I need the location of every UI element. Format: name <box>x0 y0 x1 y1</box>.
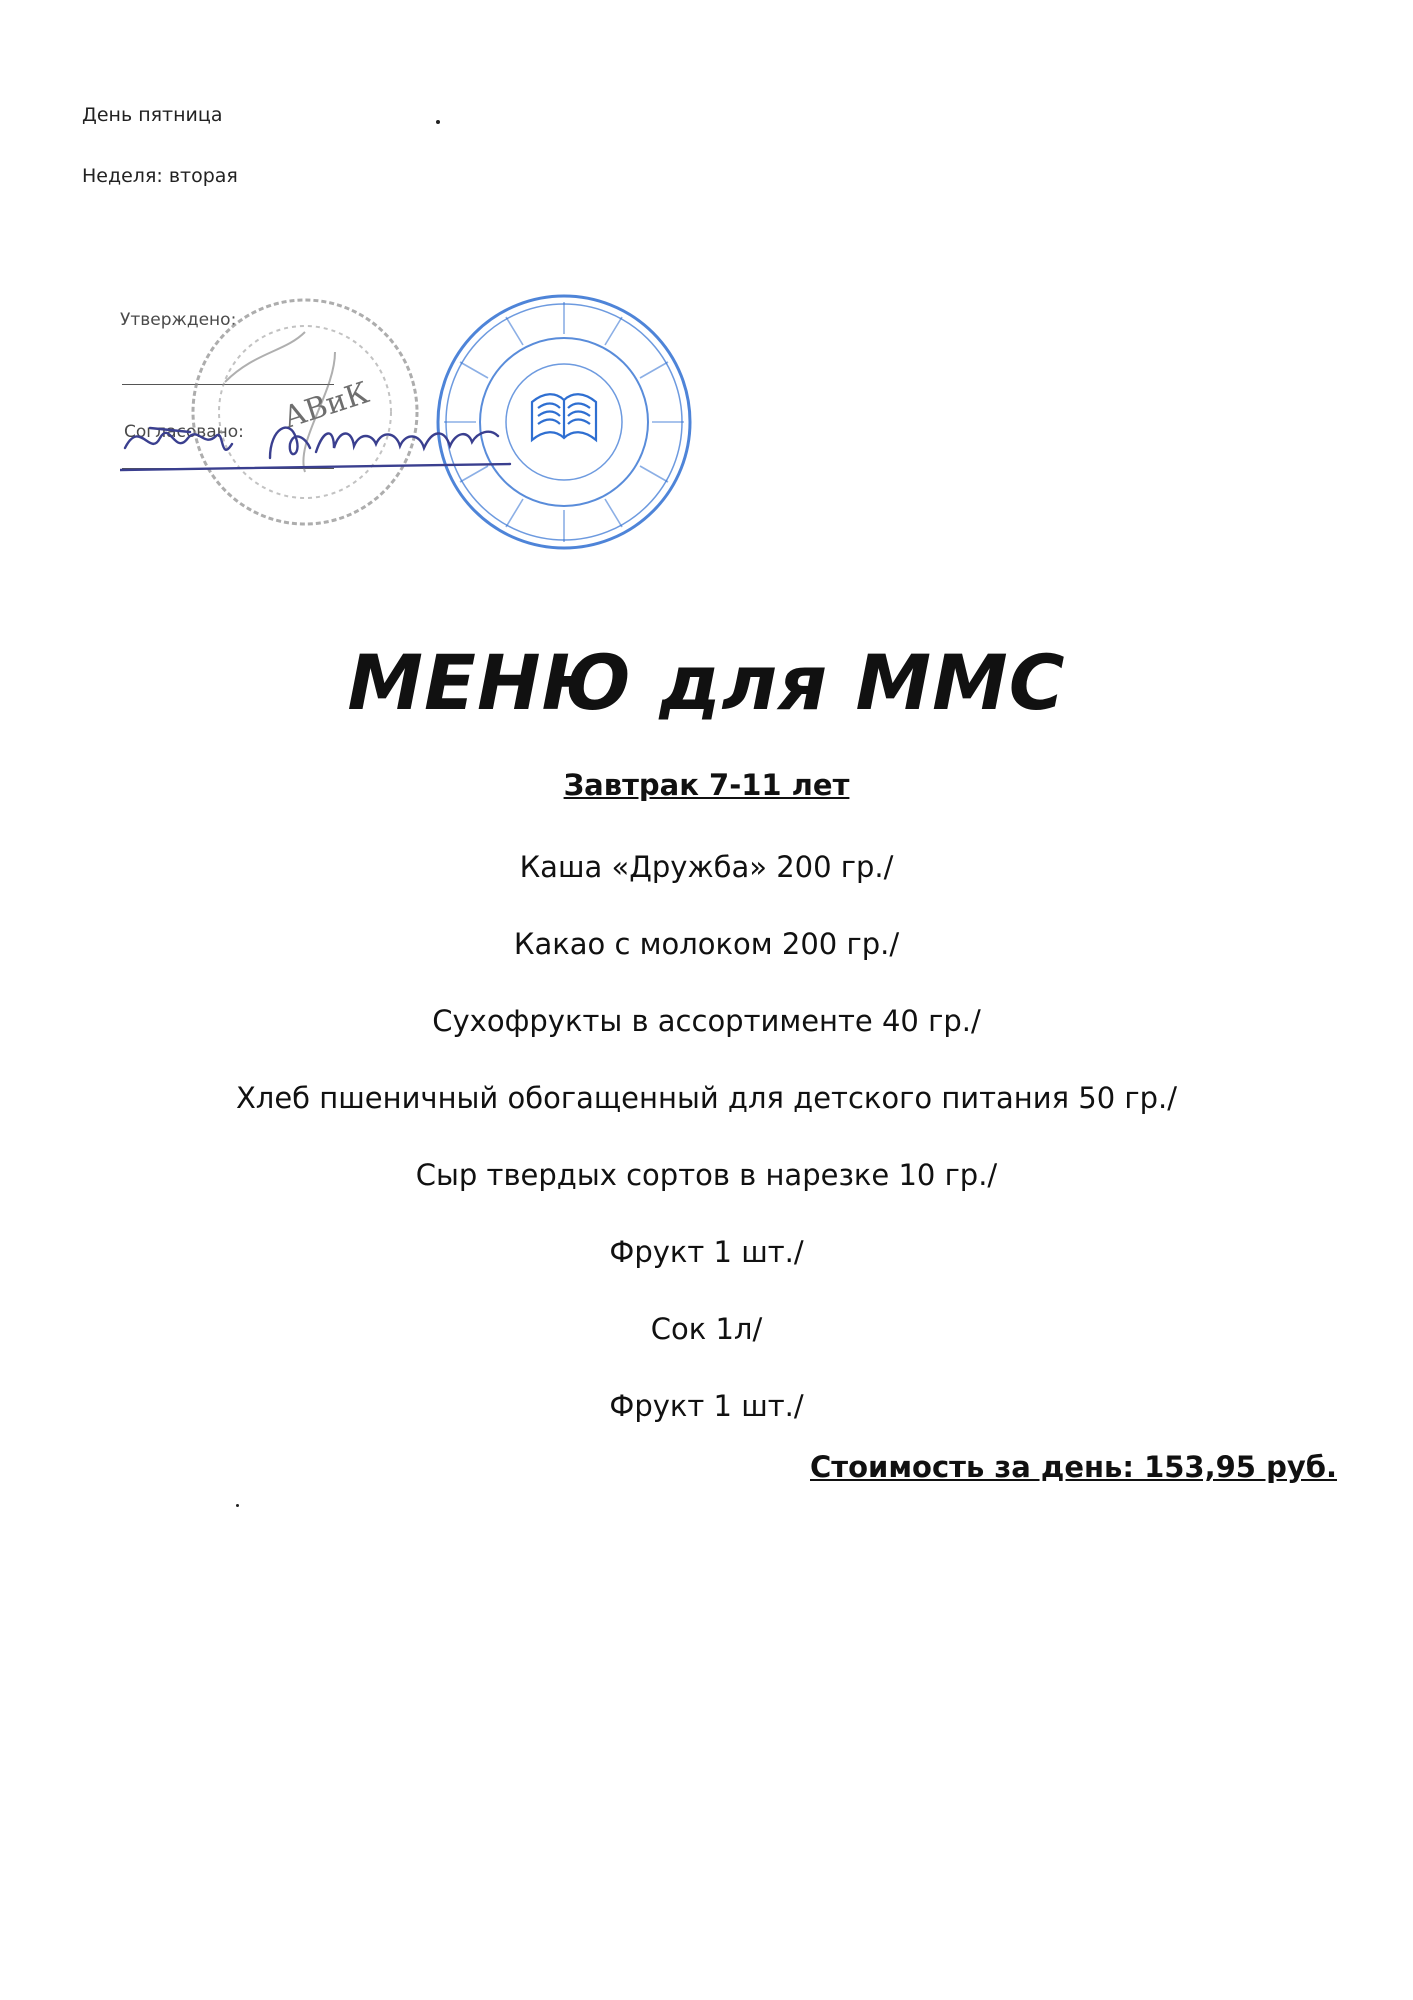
menu-item: Фрукт 1 шт./ <box>609 1235 804 1269</box>
menu-item: Сухофрукты в ассортименте 40 гр./ <box>432 1004 981 1038</box>
meal-subtitle: Завтрак 7-11 лет <box>563 768 850 802</box>
menu-item: Сыр твердых сортов в нарезке 10 гр./ <box>415 1158 998 1192</box>
book-emblem-icon <box>532 394 596 440</box>
daily-cost-total: Стоимость за день: 153,95 руб. <box>810 1450 1337 1484</box>
menu-item: Какао с молоком 200 гр./ <box>513 927 900 961</box>
svg-text:АВиК: АВиК <box>278 375 374 436</box>
approved-label: Утверждено: <box>120 310 237 330</box>
day-label: День пятница <box>82 104 223 126</box>
menu-item: Хлеб пшеничный обогащенный для детского питания 50 гр./ <box>235 1081 1178 1115</box>
menu-items-list <box>0 842 1413 1458</box>
agreed-label: Согласовано: <box>124 422 244 442</box>
handwritten-signature <box>120 408 520 478</box>
week-label: Неделя: вторая <box>82 165 238 187</box>
menu-item: Сок 1л/ <box>650 1312 763 1346</box>
menu-item: Каша «Дружба» 200 гр./ <box>519 850 894 884</box>
menu-item: Фрукт 1 шт./ <box>609 1389 804 1423</box>
scan-speck <box>436 120 440 124</box>
scan-speck <box>236 1504 239 1507</box>
menu-title: МЕНЮ для ММС <box>347 638 1066 727</box>
